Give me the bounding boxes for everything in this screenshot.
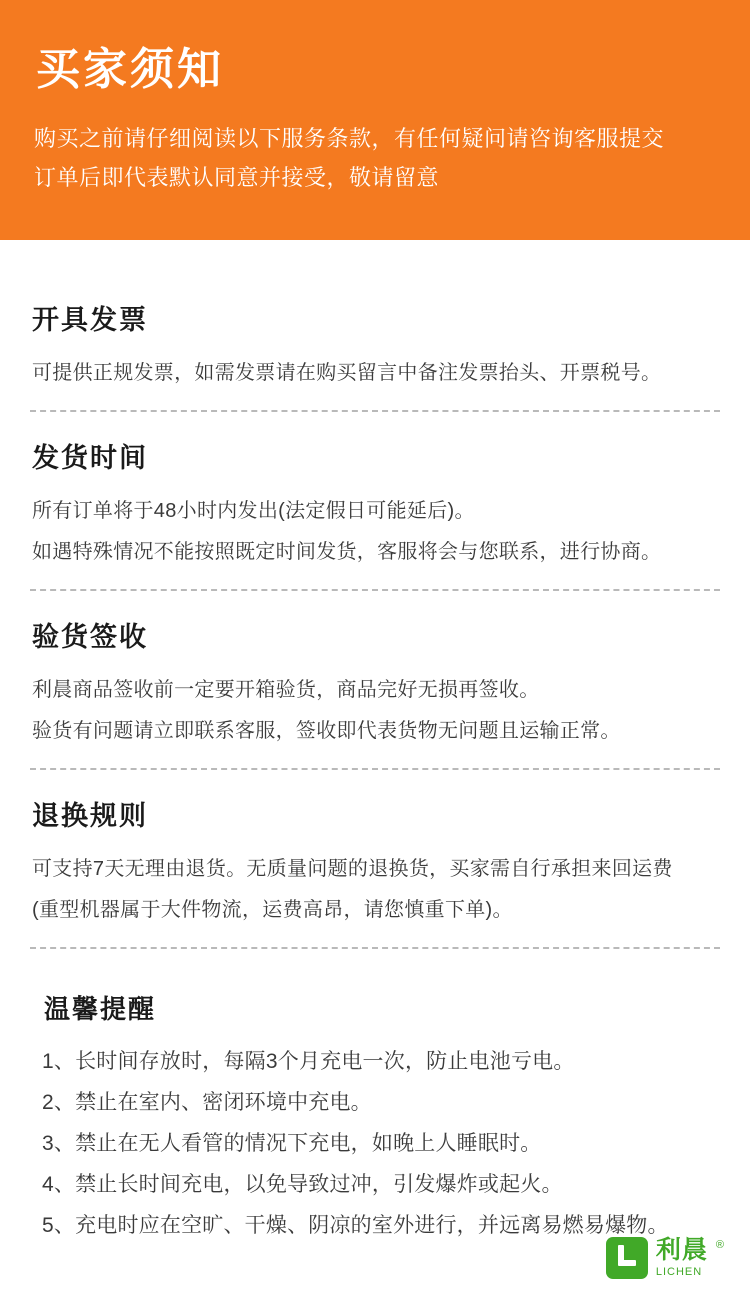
logo-mark-icon bbox=[606, 1237, 648, 1279]
section-inspection-signoff bbox=[30, 615, 720, 770]
section-warm-tips bbox=[30, 953, 720, 1247]
section-title: 发货时间 bbox=[32, 443, 148, 473]
section-line: 可支持7天无理由退货。无质量问题的退换货，买家需自行承担来回运费 bbox=[32, 858, 673, 880]
section-title: 开具发票 bbox=[32, 305, 148, 335]
logo-name-cn: 利晨 bbox=[655, 1236, 708, 1264]
section-line: 验货有问题请立即联系客服，签收即代表货物无问题且运输正常。 bbox=[32, 720, 621, 742]
logo-name-en: LICHEN bbox=[655, 1266, 703, 1278]
section-divider bbox=[30, 947, 720, 949]
page-title: 买家须知 bbox=[36, 45, 224, 94]
section-divider bbox=[30, 768, 720, 770]
tips-item: 5、充电时应在空旷、干燥、阴凉的室外进行，并远离易燃易爆物。 bbox=[42, 1213, 669, 1237]
logo-text bbox=[656, 1238, 708, 1278]
tips-item: 1、长时间存放时，每隔3个月充电一次，防止电池亏电。 bbox=[42, 1050, 575, 1073]
tips-item: 4、禁止长时间充电，以免导致过冲，引发爆炸或起火。 bbox=[42, 1172, 563, 1196]
section-divider bbox=[30, 589, 720, 591]
brand-logo bbox=[606, 1237, 724, 1279]
tips-item: 3、禁止在无人看管的情况下充电，如晚上人睡眠时。 bbox=[42, 1131, 542, 1155]
section-divider bbox=[30, 410, 720, 412]
registered-trademark-icon: ® bbox=[715, 1239, 724, 1251]
section-line: 利晨商品签收前一定要开箱验货，商品完好无损再签收。 bbox=[32, 679, 540, 701]
section-line: (重型机器属于大件物流，运费高昂，请您慎重下单)。 bbox=[32, 899, 513, 921]
section-invoice bbox=[30, 298, 720, 412]
page-subtitle: 购买之前请仔细阅读以下服务条款，有任何疑问请咨询客服提交订单后即代表默认同意并接受，敬请留意 bbox=[34, 126, 665, 190]
section-return-policy bbox=[30, 794, 720, 949]
section-line: 可提供正规发票，如需发票请在购买留言中备注发票抬头、开票税号。 bbox=[32, 362, 662, 384]
section-line: 所有订单将于48小时内发出(法定假日可能延后)。 bbox=[32, 500, 475, 522]
page-header-banner bbox=[0, 0, 750, 240]
section-shipping-time bbox=[30, 436, 720, 591]
section-line: 如遇特殊情况不能按照既定时间发货，客服将会与您联系，进行协商。 bbox=[32, 541, 662, 563]
notice-content bbox=[0, 240, 750, 1247]
tips-title: 温馨提醒 bbox=[44, 994, 157, 1024]
tips-item: 2、禁止在室内、密闭环境中充电。 bbox=[42, 1090, 372, 1114]
section-title: 退换规则 bbox=[32, 801, 148, 831]
section-title: 验货签收 bbox=[32, 622, 148, 652]
